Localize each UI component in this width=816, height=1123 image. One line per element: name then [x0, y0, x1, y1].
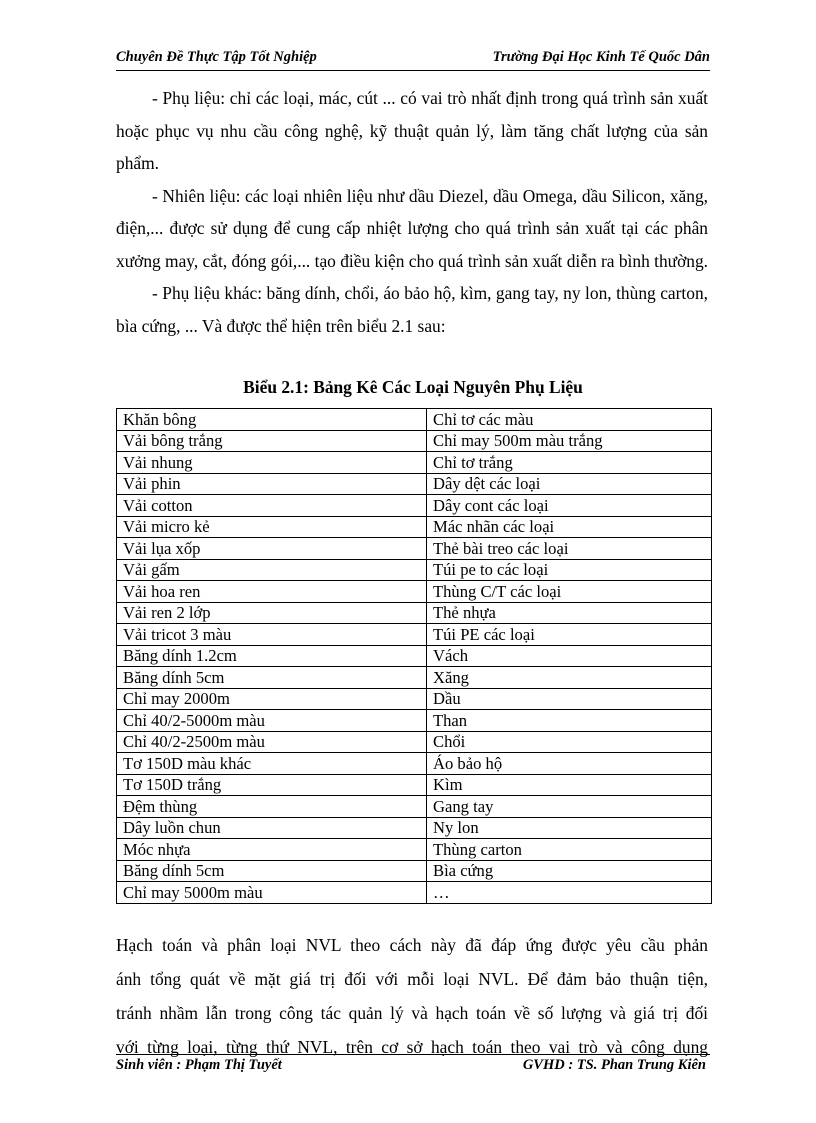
material-cell-left: Tơ 150D trắng: [117, 774, 427, 796]
material-cell-left: Chỉ may 2000m: [117, 688, 427, 710]
table-row: [117, 817, 712, 839]
paragraph-nhien-lieu: - Nhiên liệu: các loại nhiên liệu như dầu Diezel, dầu Omega, dầu Silicon, xăng, điện,... được sử dụng để cung cấp nhiệt lượng cho quá trình sản xuất tại các phân xưởng may, cắt, đóng gói,... tạo điều kiện cho quá trình sản xuất diễn ra bình thường.: [116, 185, 709, 271]
paragraph-phu-lieu: - Phụ liệu: chỉ các loại, mác, cút ... có vai trò nhất định trong quá trình sản xuất hoặc phục vụ nhu cầu công nghệ, kỹ thuật quản lý, làm tăng chất lượng của sản phẩm.: [116, 88, 708, 173]
table-row: [117, 667, 712, 689]
closing-paragraph: [116, 928, 708, 1064]
table-row: [117, 452, 712, 474]
material-cell-right: Áo bảo hộ: [427, 753, 712, 775]
material-cell-right: Ny lon: [427, 817, 712, 839]
material-cell-right: Dây dệt các loại: [427, 473, 712, 495]
footer-student: Sinh viên : Phạm Thị Tuyết: [116, 1057, 282, 1073]
table-row: [117, 495, 712, 517]
material-cell-left: Vải tricot 3 màu: [117, 624, 427, 646]
material-cell-right: …: [427, 882, 712, 904]
material-cell-right: Chổi: [427, 731, 712, 753]
table-row: [117, 753, 712, 775]
paragraph-phu-lieu-khac: - Phụ liệu khác: băng dính, chổi, áo bảo hộ, kìm, gang tay, ny lon, thùng carton, bìa cứng, ... Và được thể hiện trên biểu 2.1 sau:: [116, 283, 708, 336]
material-cell-right: Túi pe to các loại: [427, 559, 712, 581]
table-row: [117, 882, 712, 904]
material-cell-left: Chỉ 40/2-5000m màu: [117, 710, 427, 732]
table-row: [117, 473, 712, 495]
material-cell-left: Vải lụa xốp: [117, 538, 427, 560]
footer-advisor: GVHD : TS. Phan Trung Kiên: [522, 1057, 706, 1073]
table-row: [117, 710, 712, 732]
table-row: [117, 602, 712, 624]
header-thesis-title: Chuyên Đề Thực Tập Tốt Nghiệp: [116, 49, 317, 65]
table-row: [117, 430, 712, 452]
material-cell-right: Thùng carton: [427, 839, 712, 861]
table-row: [117, 516, 712, 538]
material-cell-left: Khăn bông: [117, 409, 427, 431]
material-cell-right: Than: [427, 710, 712, 732]
closing-line: với từng loại, từng thứ NVL, trên cơ sở hạch toán theo vai trò và công dụng: [116, 1037, 708, 1057]
material-cell-right: Túi PE các loại: [427, 624, 712, 646]
material-cell-right: Thùng C/T các loại: [427, 581, 712, 603]
table-row: [117, 559, 712, 581]
table-caption: Biểu 2.1: Bảng Kê Các Loại Nguyên Phụ Liệu: [243, 377, 583, 397]
materials-table: [116, 408, 712, 904]
table-row: [117, 581, 712, 603]
page-footer: [116, 1057, 710, 1079]
material-cell-right: Chỉ may 500m màu trắng: [427, 430, 712, 452]
material-cell-left: Băng dính 1.2cm: [117, 645, 427, 667]
material-cell-left: Chỉ 40/2-2500m màu: [117, 731, 427, 753]
material-cell-right: Chỉ tơ trắng: [427, 452, 712, 474]
table-row: [117, 624, 712, 646]
table-row: [117, 860, 712, 882]
material-cell-left: Vải ren 2 lớp: [117, 602, 427, 624]
material-cell-left: Vải hoa ren: [117, 581, 427, 603]
material-cell-right: Thẻ bài treo các loại: [427, 538, 712, 560]
material-cell-right: Bìa cứng: [427, 860, 712, 882]
material-cell-left: Vải cotton: [117, 495, 427, 517]
table-row: [117, 538, 712, 560]
material-cell-right: Xăng: [427, 667, 712, 689]
material-cell-right: Thẻ nhựa: [427, 602, 712, 624]
closing-line: ánh tổng quát về mặt giá trị đối với mỗi loại NVL. Để đảm bảo thuận tiện,: [116, 969, 708, 989]
header-university: Trường Đại Học Kinh Tế Quốc Dân: [492, 49, 710, 65]
table-row: [117, 688, 712, 710]
material-cell-right: Kìm: [427, 774, 712, 796]
material-cell-right: Chỉ tơ các màu: [427, 409, 712, 431]
footer-divider: [116, 1054, 710, 1055]
page-header: [116, 48, 710, 71]
material-cell-right: Vách: [427, 645, 712, 667]
material-cell-left: Băng dính 5cm: [117, 860, 427, 882]
material-cell-left: Băng dính 5cm: [117, 667, 427, 689]
material-cell-left: Tơ 150D màu khác: [117, 753, 427, 775]
material-cell-right: Gang tay: [427, 796, 712, 818]
table-row: [117, 774, 712, 796]
material-cell-left: Vải phin: [117, 473, 427, 495]
material-cell-left: Chỉ may 5000m màu: [117, 882, 427, 904]
closing-line: tránh nhầm lẫn trong công tác quản lý và hạch toán về số lượng và giá trị đối: [116, 1003, 708, 1023]
material-cell-left: Vải bông trắng: [117, 430, 427, 452]
material-cell-right: Dầu: [427, 688, 712, 710]
table-row: [117, 731, 712, 753]
table-row: [117, 796, 712, 818]
table-row: [117, 839, 712, 861]
material-cell-right: Dây cont các loại: [427, 495, 712, 517]
material-cell-left: Vải nhung: [117, 452, 427, 474]
material-cell-right: Mác nhãn các loại: [427, 516, 712, 538]
table-row: [117, 409, 712, 431]
material-cell-left: Móc nhựa: [117, 839, 427, 861]
material-cell-left: Đệm thùng: [117, 796, 427, 818]
closing-line: Hạch toán và phân loại NVL theo cách này đã đáp ứng được yêu cầu phản: [116, 935, 708, 955]
table-row: [117, 645, 712, 667]
material-cell-left: Vải micro kẻ: [117, 516, 427, 538]
material-cell-left: Vải gấm: [117, 559, 427, 581]
material-cell-left: Dây luồn chun: [117, 817, 427, 839]
intro-paragraphs: [116, 82, 708, 342]
